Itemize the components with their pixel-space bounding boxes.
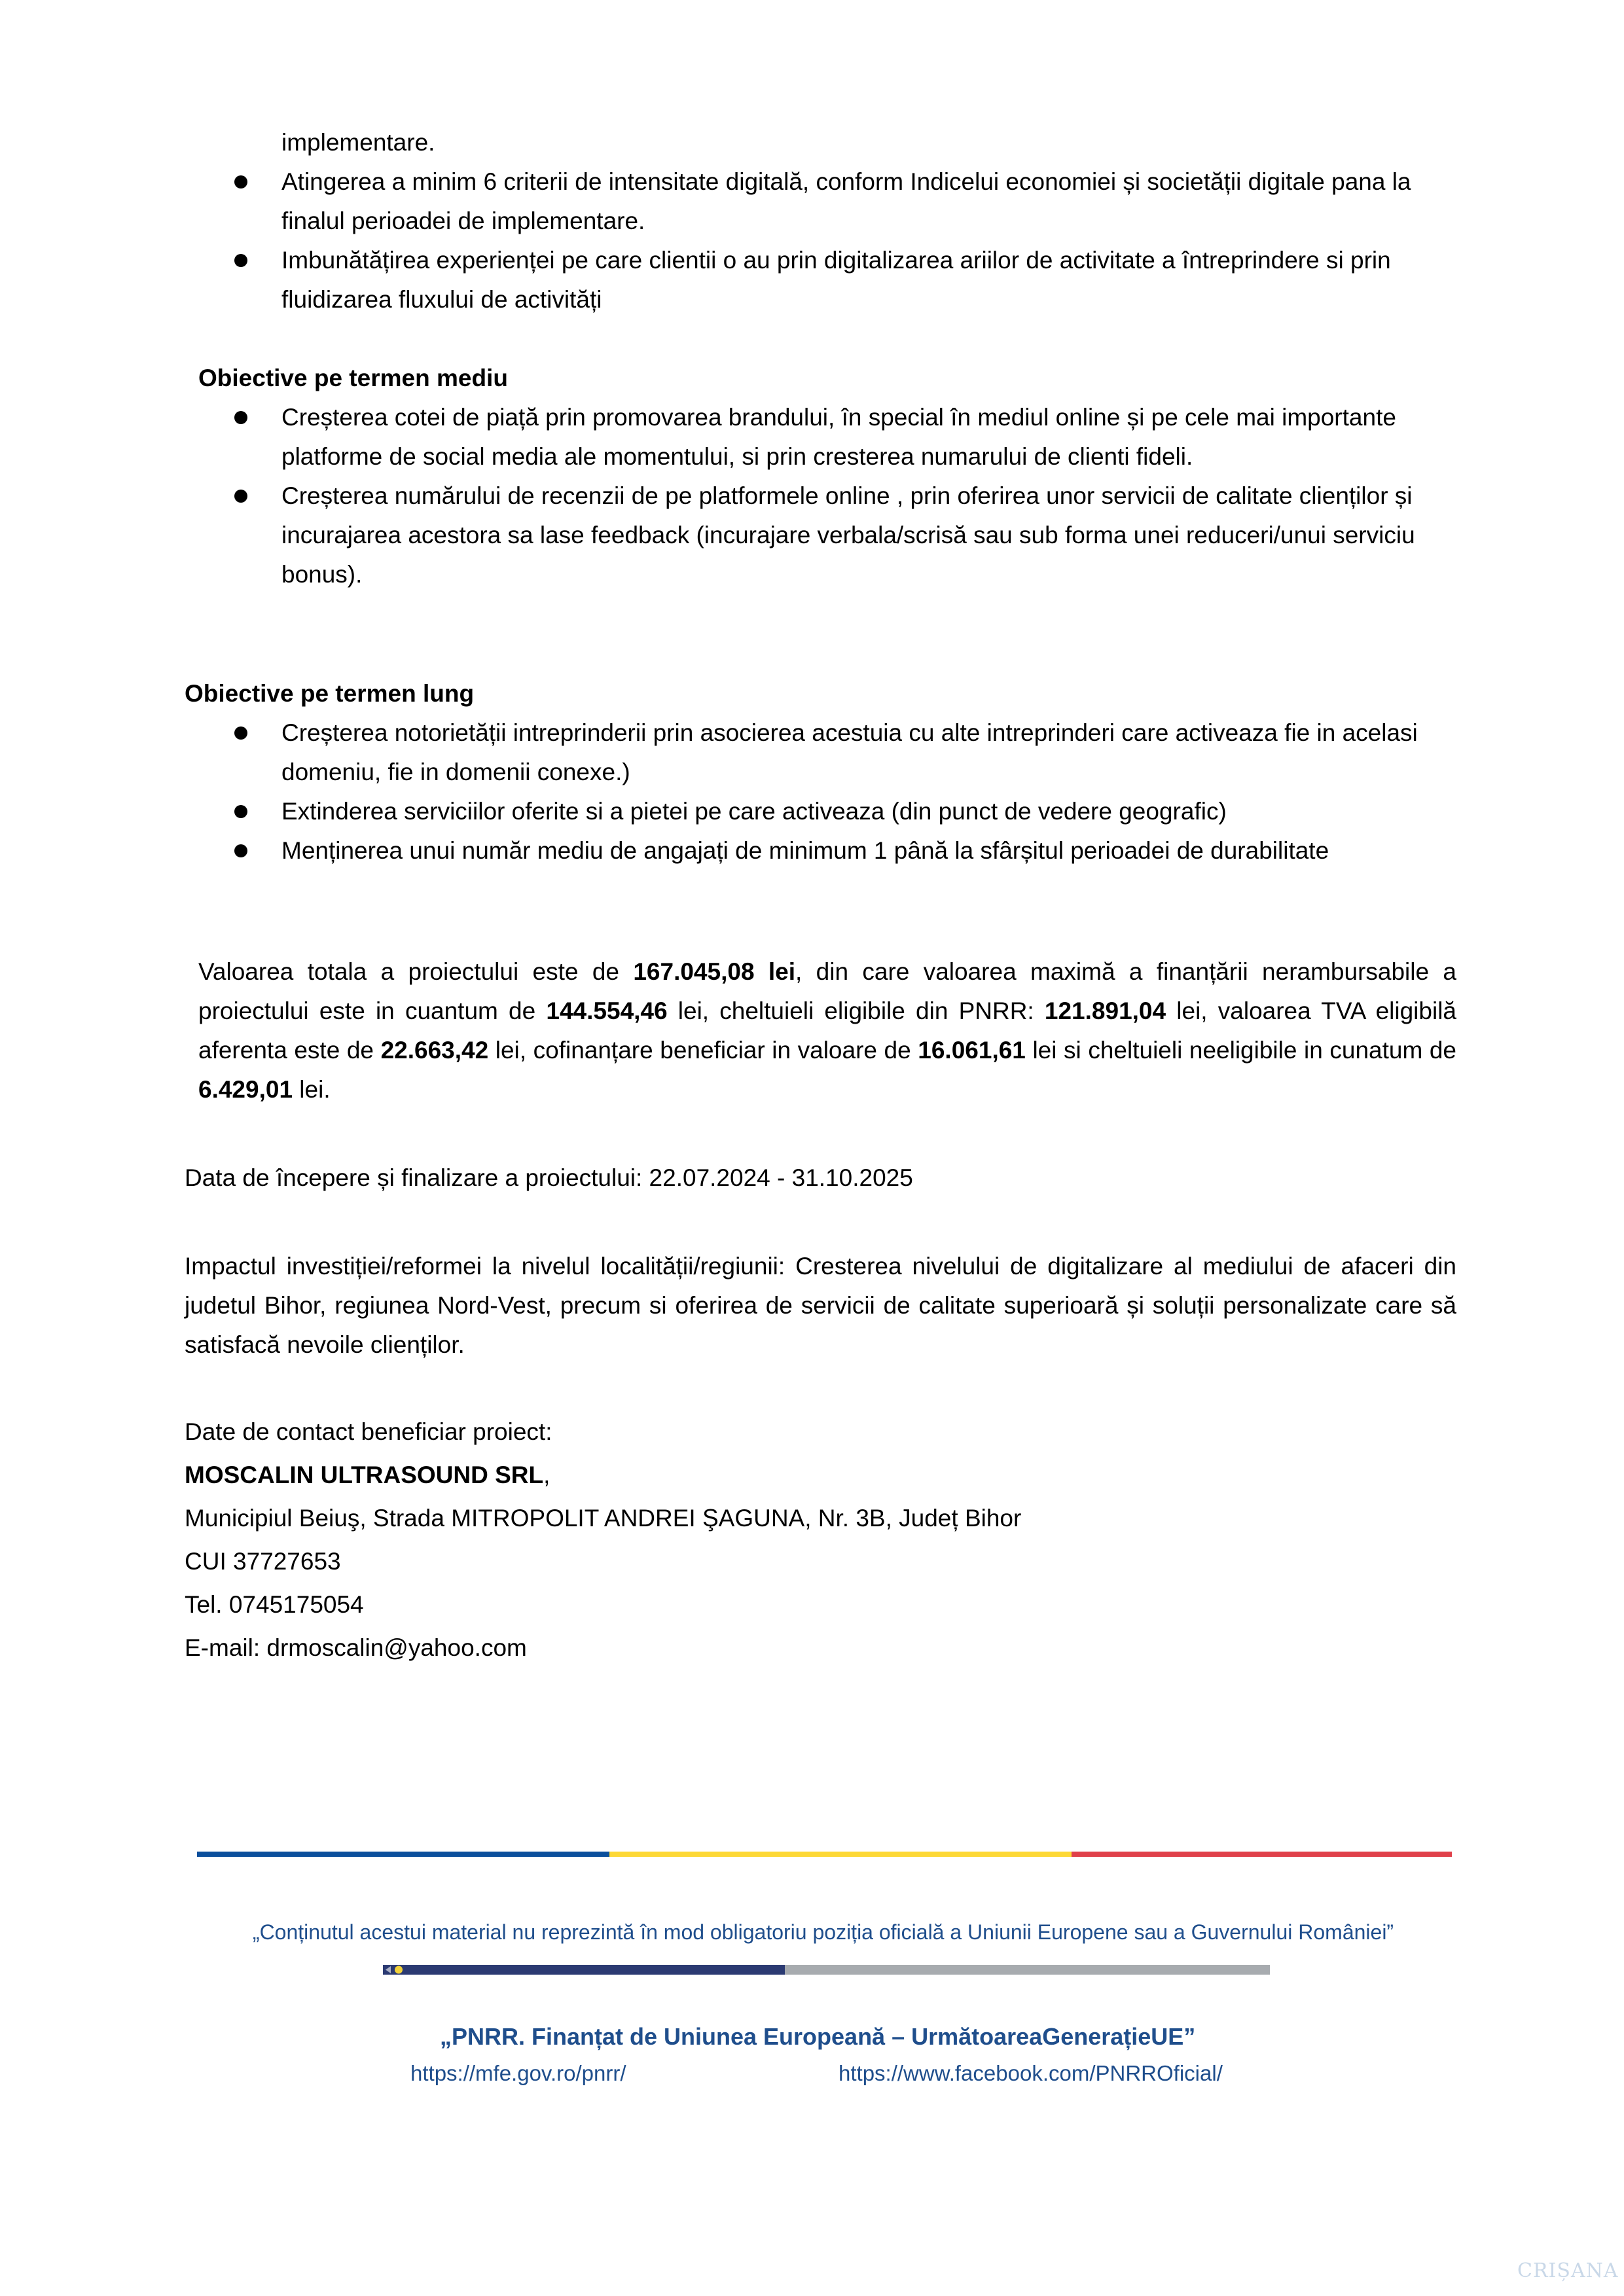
list-item [0, 398, 1456, 476]
bullet-icon [234, 726, 247, 740]
list-item [0, 241, 1456, 319]
company-email[interactable]: E-mail: drmoscalin@yahoo.com [185, 1634, 527, 1661]
list-item [0, 162, 1456, 241]
list-item [0, 476, 1456, 594]
financial-text: , din care valoarea maximă a finanțării nerambursabile a proiectului este in cuantum de [198, 958, 1456, 1024]
tricolor-divider-yellow [609, 1852, 1072, 1857]
eu-disclaimer: „Conținutul acestui material nu reprezintă în mod obligatoriu poziția oficială a Uniunii Europene sau a Guvernului României” [252, 1920, 1394, 1944]
company-phone: Tel. 0745175054 [185, 1591, 364, 1618]
bullet-icon [234, 254, 247, 267]
eu-star-icon [395, 1966, 403, 1974]
pnrr-slogan: „PNRR. Finanțat de Uniunea Europeană – UrmătoareaGenerațieUE” [440, 2023, 1196, 2050]
eu-bar-gray-segment [785, 1965, 1270, 1975]
list-item-text: Creșterea numărului de recenzii de pe platformele online , prin oferirea unor servicii de calitate clienților și incurajarea acestora sa lase feedback (incurajare verbala/scrisă sau sub forma unei reduceri/unui serviciu bonus). [281, 482, 1415, 588]
list-item-text: Creșterea cotei de piață prin promovarea brandului, în special în mediul online și pe cele mai importante platforme de social media ale momentului, si prin cresterea numarului de clienti fideli. [281, 404, 1396, 470]
tricolor-divider-blue [197, 1852, 609, 1857]
financial-text: Valoarea totala a proiectului este de [198, 958, 634, 985]
bullet-icon [234, 844, 247, 857]
contact-block [185, 1410, 1021, 1670]
company-suffix: , [543, 1462, 550, 1488]
short-term-objectives-list [0, 162, 1456, 319]
link-facebook[interactable]: https://www.facebook.com/PNRROficial/ [839, 2061, 1223, 2085]
medium-term-heading: Obiective pe termen mediu [198, 365, 508, 391]
impact-paragraph: Impactul investiției/reformei la nivelul localității/regiunii: Cresterea nivelului de digitalizare al mediului de afaceri din judetul Bihor, regiunea Nord-Vest, precum si oferirea de servicii de calitate superioară și soluții personalizate care să satisfacă nevoile clienților. [185, 1253, 1456, 1358]
bullet-icon [234, 175, 247, 188]
total-value: 167.045,08 lei [633, 958, 796, 985]
long-term-objectives-list [0, 713, 1456, 870]
list-item-text: Imbunătățirea experienței pe care clientii o au prin digitalizarea ariilor de activitate a întreprindere si prin fluidizarea fluxului de activități [281, 247, 1391, 313]
company-name-line [185, 1454, 1021, 1497]
list-item [0, 831, 1456, 870]
bullet-icon [234, 411, 247, 424]
bullet-icon [234, 490, 247, 503]
list-item-text: Atingerea a minim 6 criterii de intensitate digitală, conform Indicelui economiei și societății digitale pana la finalul perioadei de implementare. [281, 168, 1411, 234]
tricolor-divider-red [1072, 1852, 1452, 1857]
eu-flag-bar [383, 1965, 1270, 1975]
eu-bar-graphic [383, 1965, 1270, 1975]
cofinancing-value: 16.061,61 [918, 1037, 1026, 1064]
list-item-text: Extinderea serviciilor oferite si a pietei pe care activeaza (din punct de vedere geografic) [281, 798, 1227, 825]
continuation-line: implementare. [281, 129, 435, 156]
company-name: MOSCALIN ULTRASOUND SRL [185, 1462, 544, 1488]
contact-intro: Date de contact beneficiar proiect: [185, 1418, 552, 1445]
list-item-text: Creșterea notorietății intreprinderii prin asocierea acestuia cu alte intreprinderi care activeaza fie in acelasi domeniu, fie in domenii conexe.) [281, 719, 1418, 785]
financial-text: lei. [293, 1076, 331, 1103]
non-reimbursable-value: 144.554,46 [546, 997, 668, 1024]
link-mfe[interactable]: https://mfe.gov.ro/pnrr/ [410, 2061, 626, 2085]
vat-eligible-value: 22.663,42 [380, 1037, 489, 1064]
financial-text: lei si cheltuieli neeligibile in cunatum de [1025, 1037, 1457, 1064]
bullet-icon [234, 805, 247, 818]
list-item-text: Menținerea unui număr mediu de angajați de minimum 1 până la sfârșitul perioadei de durabilitate [281, 837, 1329, 864]
eligible-pnrr-value: 121.891,04 [1044, 997, 1166, 1024]
list-item [0, 713, 1456, 792]
medium-term-objectives-list [0, 398, 1456, 594]
financial-text: lei, cheltuieli eligibile din PNRR: [667, 997, 1045, 1024]
company-cui: CUI 37727653 [185, 1548, 341, 1575]
watermark-logo: CRIȘANA [1517, 2259, 1619, 2282]
project-dates: Data de începere și finalizare a proiectului: 22.07.2024 - 31.10.2025 [185, 1164, 913, 1191]
financial-text: lei, cofinanțare beneficiar in valoare de [488, 1037, 918, 1064]
long-term-heading: Obiective pe termen lung [185, 680, 475, 707]
list-item [0, 792, 1456, 831]
financial-summary-paragraph [198, 952, 1456, 1109]
company-address: Municipiul Beiuş, Strada MITROPOLIT ANDREI ŞAGUNA, Nr. 3B, Județ Bihor [185, 1505, 1022, 1532]
ineligible-value: 6.429,01 [198, 1076, 293, 1103]
eu-bar-dark-segment [383, 1965, 785, 1975]
financial-text: lei, valoarea TVA eligibilă aferenta este de [198, 997, 1456, 1064]
